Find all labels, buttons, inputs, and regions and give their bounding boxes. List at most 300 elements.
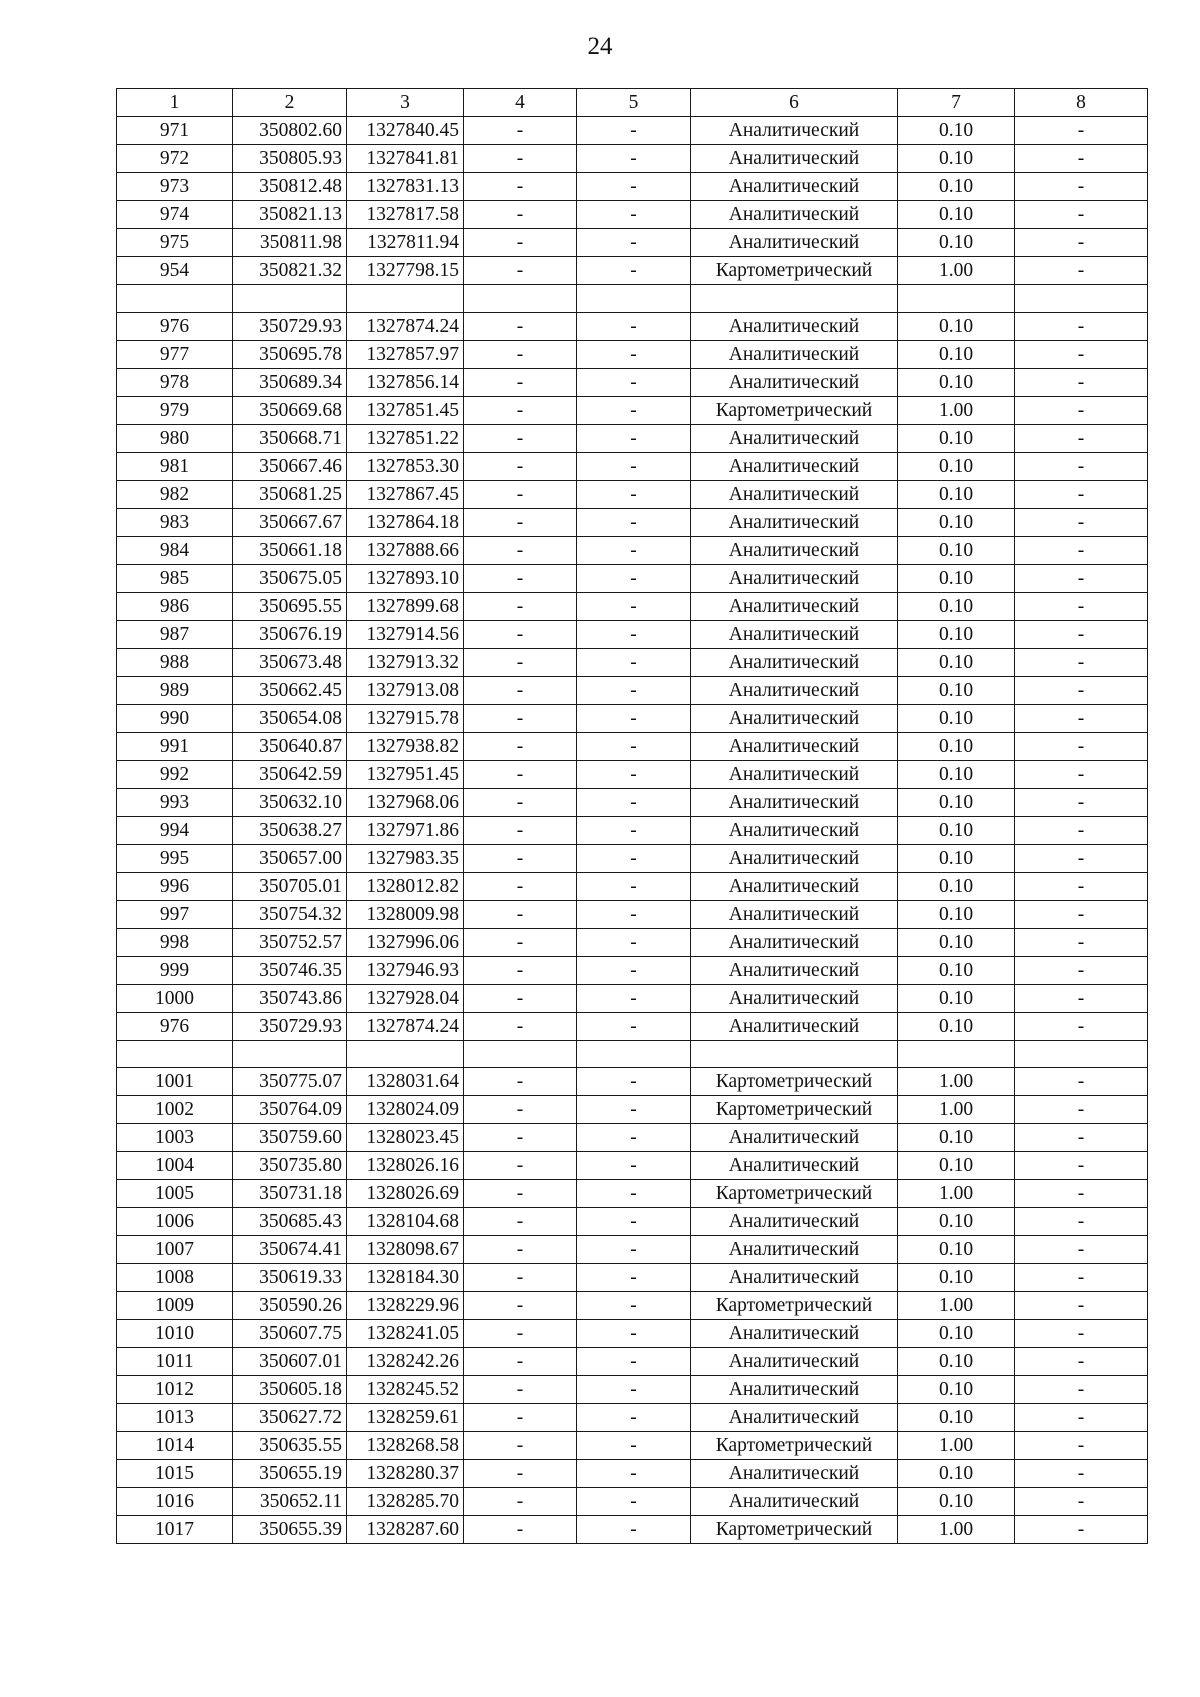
cell-column-4: -: [464, 1460, 577, 1488]
cell-y-coordinate: 1327983.35: [347, 844, 464, 872]
cell-y-coordinate: 1327798.15: [347, 257, 464, 285]
cell-column-5: [577, 1040, 691, 1068]
cell-method: Аналитический: [691, 1376, 898, 1404]
cell-accuracy: 0.10: [898, 1460, 1015, 1488]
cell-method: Аналитический: [691, 480, 898, 508]
table-row: [117, 788, 1148, 816]
cell-column-4: -: [464, 872, 577, 900]
table-row: [117, 900, 1148, 928]
cell-y-coordinate: 1328287.60: [347, 1516, 464, 1544]
cell-method: Картометрический: [691, 396, 898, 424]
cell-method: Аналитический: [691, 816, 898, 844]
cell-column-5: [577, 285, 691, 313]
cell-y-coordinate: 1328285.70: [347, 1488, 464, 1516]
cell-y-coordinate: 1328259.61: [347, 1404, 464, 1432]
cell-point-number: 954: [117, 257, 233, 285]
cell-y-coordinate: 1327899.68: [347, 592, 464, 620]
table-row: [117, 257, 1148, 285]
cell-x-coordinate: 350754.32: [233, 900, 347, 928]
table-row: [117, 1320, 1148, 1348]
cell-point-number: 979: [117, 396, 233, 424]
cell-column-4: -: [464, 312, 577, 340]
cell-column-8: -: [1015, 1488, 1148, 1516]
cell-accuracy: 0.10: [898, 676, 1015, 704]
cell-accuracy: 0.10: [898, 452, 1015, 480]
cell-method: Аналитический: [691, 145, 898, 173]
table-row: [117, 1516, 1148, 1544]
cell-column-5: -: [577, 145, 691, 173]
cell-accuracy: 0.10: [898, 1152, 1015, 1180]
cell-accuracy: 1.00: [898, 1292, 1015, 1320]
cell-column-8: -: [1015, 1348, 1148, 1376]
cell-x-coordinate: 350607.75: [233, 1320, 347, 1348]
cell-x-coordinate: [233, 285, 347, 313]
cell-y-coordinate: 1327851.22: [347, 424, 464, 452]
table-row: [117, 1292, 1148, 1320]
cell-column-5: -: [577, 620, 691, 648]
cell-accuracy: [898, 285, 1015, 313]
table-row: [117, 1488, 1148, 1516]
table-row: [117, 1236, 1148, 1264]
cell-point-number: 984: [117, 536, 233, 564]
cell-accuracy: 0.10: [898, 1488, 1015, 1516]
cell-column-8: -: [1015, 1516, 1148, 1544]
cell-point-number: 985: [117, 564, 233, 592]
cell-point-number: 1011: [117, 1348, 233, 1376]
cell-column-5: -: [577, 760, 691, 788]
cell-accuracy: 0.10: [898, 592, 1015, 620]
cell-y-coordinate: 1327857.97: [347, 340, 464, 368]
cell-column-5: -: [577, 424, 691, 452]
cell-accuracy: 0.10: [898, 704, 1015, 732]
cell-column-8: -: [1015, 928, 1148, 956]
cell-x-coordinate: 350657.00: [233, 844, 347, 872]
cell-column-8: -: [1015, 312, 1148, 340]
cell-point-number: 1000: [117, 984, 233, 1012]
cell-y-coordinate: 1327841.81: [347, 145, 464, 173]
cell-y-coordinate: 1328184.30: [347, 1264, 464, 1292]
table-row: [117, 732, 1148, 760]
cell-accuracy: 0.10: [898, 900, 1015, 928]
cell-column-8: -: [1015, 368, 1148, 396]
cell-column-4: -: [464, 340, 577, 368]
cell-column-5: -: [577, 1488, 691, 1516]
cell-method: Аналитический: [691, 201, 898, 229]
cell-column-8: -: [1015, 788, 1148, 816]
cell-x-coordinate: 350746.35: [233, 956, 347, 984]
cell-y-coordinate: 1327811.94: [347, 229, 464, 257]
cell-column-5: -: [577, 1376, 691, 1404]
cell-column-8: -: [1015, 1012, 1148, 1040]
cell-column-5: -: [577, 1236, 691, 1264]
table-row: [117, 1208, 1148, 1236]
cell-method: Аналитический: [691, 676, 898, 704]
cell-x-coordinate: 350805.93: [233, 145, 347, 173]
cell-column-5: -: [577, 704, 691, 732]
cell-point-number: 998: [117, 928, 233, 956]
cell-x-coordinate: 350667.67: [233, 508, 347, 536]
cell-x-coordinate: 350619.33: [233, 1264, 347, 1292]
cell-accuracy: [898, 1040, 1015, 1068]
cell-column-4: -: [464, 1180, 577, 1208]
cell-column-4: -: [464, 1348, 577, 1376]
cell-point-number: 1012: [117, 1376, 233, 1404]
cell-y-coordinate: 1327888.66: [347, 536, 464, 564]
cell-method: Аналитический: [691, 928, 898, 956]
cell-column-4: -: [464, 1404, 577, 1432]
cell-column-8: [1015, 285, 1148, 313]
cell-column-8: -: [1015, 1264, 1148, 1292]
cell-accuracy: 0.10: [898, 620, 1015, 648]
cell-point-number: 992: [117, 760, 233, 788]
cell-y-coordinate: 1327840.45: [347, 117, 464, 145]
cell-column-4: -: [464, 1516, 577, 1544]
cell-method: Аналитический: [691, 564, 898, 592]
cell-method: Аналитический: [691, 592, 898, 620]
cell-column-8: -: [1015, 984, 1148, 1012]
cell-accuracy: 0.10: [898, 648, 1015, 676]
cell-method: Аналитический: [691, 1152, 898, 1180]
cell-column-4: -: [464, 145, 577, 173]
cell-accuracy: 1.00: [898, 257, 1015, 285]
cell-column-5: -: [577, 117, 691, 145]
cell-point-number: 1009: [117, 1292, 233, 1320]
cell-method: Аналитический: [691, 1320, 898, 1348]
table-row: [117, 620, 1148, 648]
cell-y-coordinate: 1327867.45: [347, 480, 464, 508]
cell-column-8: -: [1015, 1404, 1148, 1432]
cell-column-4: -: [464, 1012, 577, 1040]
header-row: [117, 89, 1148, 117]
cell-y-coordinate: 1327928.04: [347, 984, 464, 1012]
cell-x-coordinate: 350642.59: [233, 760, 347, 788]
cell-x-coordinate: 350655.19: [233, 1460, 347, 1488]
cell-column-5: -: [577, 1292, 691, 1320]
cell-column-5: -: [577, 1432, 691, 1460]
cell-x-coordinate: 350812.48: [233, 173, 347, 201]
header-cell-8: 8: [1015, 89, 1148, 117]
cell-x-coordinate: 350605.18: [233, 1376, 347, 1404]
cell-point-number: 973: [117, 173, 233, 201]
cell-y-coordinate: 1328026.16: [347, 1152, 464, 1180]
cell-column-5: -: [577, 928, 691, 956]
cell-point-number: 1005: [117, 1180, 233, 1208]
cell-x-coordinate: 350802.60: [233, 117, 347, 145]
table-row: [117, 340, 1148, 368]
cell-method: [691, 285, 898, 313]
table-row: [117, 396, 1148, 424]
cell-column-5: -: [577, 1264, 691, 1292]
cell-accuracy: 0.10: [898, 732, 1015, 760]
cell-method: Аналитический: [691, 956, 898, 984]
cell-column-4: -: [464, 1264, 577, 1292]
cell-point-number: 1013: [117, 1404, 233, 1432]
cell-y-coordinate: 1328229.96: [347, 1292, 464, 1320]
cell-x-coordinate: 350632.10: [233, 788, 347, 816]
cell-column-5: -: [577, 900, 691, 928]
cell-column-5: -: [577, 1152, 691, 1180]
cell-y-coordinate: 1327968.06: [347, 788, 464, 816]
cell-method: Аналитический: [691, 229, 898, 257]
cell-accuracy: 1.00: [898, 396, 1015, 424]
cell-point-number: 971: [117, 117, 233, 145]
table-row: [117, 1152, 1148, 1180]
table-row: [117, 1376, 1148, 1404]
cell-x-coordinate: 350764.09: [233, 1096, 347, 1124]
cell-column-5: -: [577, 872, 691, 900]
cell-y-coordinate: 1328031.64: [347, 1068, 464, 1096]
cell-x-coordinate: 350685.43: [233, 1208, 347, 1236]
cell-column-4: -: [464, 1292, 577, 1320]
cell-column-5: -: [577, 1460, 691, 1488]
cell-column-5: -: [577, 956, 691, 984]
cell-accuracy: 0.10: [898, 1012, 1015, 1040]
cell-point-number: 1007: [117, 1236, 233, 1264]
cell-x-coordinate: 350668.71: [233, 424, 347, 452]
cell-method: Аналитический: [691, 1264, 898, 1292]
cell-point-number: 1002: [117, 1096, 233, 1124]
cell-method: Аналитический: [691, 872, 898, 900]
cell-column-8: [1015, 1040, 1148, 1068]
cell-accuracy: 0.10: [898, 1208, 1015, 1236]
cell-point-number: 978: [117, 368, 233, 396]
table-row: [117, 1068, 1148, 1096]
cell-column-4: -: [464, 452, 577, 480]
cell-column-8: -: [1015, 1152, 1148, 1180]
table-row: [117, 816, 1148, 844]
table-row: [117, 1096, 1148, 1124]
cell-x-coordinate: 350821.32: [233, 257, 347, 285]
cell-column-8: -: [1015, 145, 1148, 173]
cell-method: Аналитический: [691, 788, 898, 816]
cell-column-4: -: [464, 536, 577, 564]
cell-accuracy: 0.10: [898, 928, 1015, 956]
cell-accuracy: 0.10: [898, 1404, 1015, 1432]
cell-column-8: -: [1015, 536, 1148, 564]
cell-x-coordinate: 350654.08: [233, 704, 347, 732]
table-row: [117, 648, 1148, 676]
cell-accuracy: 0.10: [898, 844, 1015, 872]
cell-method: Картометрический: [691, 1516, 898, 1544]
cell-accuracy: 0.10: [898, 872, 1015, 900]
cell-method: Аналитический: [691, 173, 898, 201]
cell-column-4: -: [464, 1376, 577, 1404]
cell-point-number: 1004: [117, 1152, 233, 1180]
cell-method: Аналитический: [691, 704, 898, 732]
cell-point-number: 981: [117, 452, 233, 480]
cell-y-coordinate: 1327817.58: [347, 201, 464, 229]
cell-column-8: -: [1015, 229, 1148, 257]
cell-column-5: -: [577, 816, 691, 844]
cell-method: Аналитический: [691, 312, 898, 340]
cell-y-coordinate: 1328012.82: [347, 872, 464, 900]
cell-x-coordinate: 350675.05: [233, 564, 347, 592]
cell-accuracy: 0.10: [898, 508, 1015, 536]
cell-point-number: 995: [117, 844, 233, 872]
cell-column-4: -: [464, 480, 577, 508]
cell-x-coordinate: 350590.26: [233, 1292, 347, 1320]
cell-accuracy: 0.10: [898, 956, 1015, 984]
table-row: [117, 872, 1148, 900]
cell-point-number: 1014: [117, 1432, 233, 1460]
cell-column-5: -: [577, 201, 691, 229]
cell-method: Аналитический: [691, 760, 898, 788]
cell-column-8: -: [1015, 1460, 1148, 1488]
cell-y-coordinate: 1327831.13: [347, 173, 464, 201]
cell-column-5: -: [577, 564, 691, 592]
cell-accuracy: 0.10: [898, 1320, 1015, 1348]
cell-x-coordinate: 350627.72: [233, 1404, 347, 1432]
table-row: [117, 312, 1148, 340]
cell-accuracy: 0.10: [898, 1124, 1015, 1152]
cell-column-8: -: [1015, 872, 1148, 900]
cell-column-8: -: [1015, 704, 1148, 732]
cell-method: Аналитический: [691, 900, 898, 928]
cell-column-5: -: [577, 229, 691, 257]
cell-accuracy: 0.10: [898, 145, 1015, 173]
cell-accuracy: 0.10: [898, 984, 1015, 1012]
cell-x-coordinate: 350667.46: [233, 452, 347, 480]
table-row: [117, 285, 1148, 313]
cell-column-8: -: [1015, 620, 1148, 648]
cell-x-coordinate: 350695.55: [233, 592, 347, 620]
header-cell-5: 5: [577, 89, 691, 117]
cell-y-coordinate: 1327874.24: [347, 312, 464, 340]
cell-x-coordinate: 350640.87: [233, 732, 347, 760]
cell-column-4: -: [464, 1152, 577, 1180]
cell-column-4: -: [464, 1432, 577, 1460]
cell-column-5: -: [577, 340, 691, 368]
cell-accuracy: 0.10: [898, 1236, 1015, 1264]
cell-y-coordinate: 1327996.06: [347, 928, 464, 956]
cell-point-number: 989: [117, 676, 233, 704]
cell-method: Аналитический: [691, 424, 898, 452]
cell-point-number: 997: [117, 900, 233, 928]
cell-method: Аналитический: [691, 844, 898, 872]
cell-column-8: -: [1015, 452, 1148, 480]
cell-column-4: -: [464, 508, 577, 536]
cell-accuracy: 0.10: [898, 173, 1015, 201]
cell-column-8: -: [1015, 173, 1148, 201]
cell-method: Картометрический: [691, 1068, 898, 1096]
cell-column-5: -: [577, 1348, 691, 1376]
cell-column-8: -: [1015, 1180, 1148, 1208]
cell-point-number: 974: [117, 201, 233, 229]
table-row: [117, 844, 1148, 872]
cell-column-4: -: [464, 173, 577, 201]
cell-column-8: -: [1015, 676, 1148, 704]
cell-accuracy: 0.10: [898, 816, 1015, 844]
cell-column-4: -: [464, 984, 577, 1012]
cell-column-4: -: [464, 620, 577, 648]
cell-column-8: -: [1015, 340, 1148, 368]
cell-column-4: -: [464, 257, 577, 285]
cell-accuracy: 0.10: [898, 229, 1015, 257]
cell-method: Аналитический: [691, 452, 898, 480]
cell-x-coordinate: 350735.80: [233, 1152, 347, 1180]
table-row: [117, 201, 1148, 229]
cell-column-5: -: [577, 173, 691, 201]
cell-point-number: 996: [117, 872, 233, 900]
cell-point-number: 1003: [117, 1124, 233, 1152]
cell-column-4: [464, 1040, 577, 1068]
cell-y-coordinate: 1327856.14: [347, 368, 464, 396]
cell-point-number: [117, 285, 233, 313]
cell-method: Аналитический: [691, 1208, 898, 1236]
table-row: [117, 760, 1148, 788]
cell-column-4: -: [464, 1320, 577, 1348]
cell-x-coordinate: 350662.45: [233, 676, 347, 704]
cell-column-8: -: [1015, 117, 1148, 145]
cell-column-8: -: [1015, 1124, 1148, 1152]
cell-method: Картометрический: [691, 1096, 898, 1124]
cell-accuracy: 0.10: [898, 760, 1015, 788]
cell-column-4: -: [464, 201, 577, 229]
cell-column-5: -: [577, 536, 691, 564]
table-row: [117, 1264, 1148, 1292]
cell-accuracy: 0.10: [898, 424, 1015, 452]
cell-column-8: -: [1015, 396, 1148, 424]
cell-y-coordinate: 1327915.78: [347, 704, 464, 732]
table-body: [117, 89, 1148, 1544]
table-row: [117, 592, 1148, 620]
table-row: [117, 1124, 1148, 1152]
table-row: [117, 704, 1148, 732]
cell-y-coordinate: 1327971.86: [347, 816, 464, 844]
cell-point-number: 1017: [117, 1516, 233, 1544]
cell-x-coordinate: 350775.07: [233, 1068, 347, 1096]
cell-point-number: 988: [117, 648, 233, 676]
cell-x-coordinate: 350635.55: [233, 1432, 347, 1460]
cell-x-coordinate: [233, 1040, 347, 1068]
table-row: [117, 1432, 1148, 1460]
cell-column-4: -: [464, 564, 577, 592]
cell-method: Картометрический: [691, 1180, 898, 1208]
cell-y-coordinate: 1327851.45: [347, 396, 464, 424]
cell-accuracy: 0.10: [898, 340, 1015, 368]
cell-accuracy: 0.10: [898, 536, 1015, 564]
table-row: [117, 452, 1148, 480]
cell-column-8: -: [1015, 760, 1148, 788]
cell-point-number: [117, 1040, 233, 1068]
cell-column-8: -: [1015, 956, 1148, 984]
cell-accuracy: 1.00: [898, 1180, 1015, 1208]
cell-column-4: -: [464, 1124, 577, 1152]
cell-method: Аналитический: [691, 1488, 898, 1516]
cell-method: Аналитический: [691, 1124, 898, 1152]
cell-column-8: -: [1015, 1432, 1148, 1460]
cell-method: Аналитический: [691, 117, 898, 145]
cell-column-8: -: [1015, 1320, 1148, 1348]
table-row: [117, 536, 1148, 564]
cell-column-8: -: [1015, 1068, 1148, 1096]
cell-column-8: -: [1015, 732, 1148, 760]
cell-column-4: -: [464, 844, 577, 872]
cell-column-4: -: [464, 1096, 577, 1124]
cell-point-number: 976: [117, 312, 233, 340]
cell-y-coordinate: 1327914.56: [347, 620, 464, 648]
cell-method: Аналитический: [691, 340, 898, 368]
cell-column-5: -: [577, 676, 691, 704]
cell-y-coordinate: [347, 285, 464, 313]
table-row: [117, 480, 1148, 508]
cell-x-coordinate: 350729.93: [233, 312, 347, 340]
cell-method: Аналитический: [691, 732, 898, 760]
cell-y-coordinate: 1327874.24: [347, 1012, 464, 1040]
cell-x-coordinate: 350673.48: [233, 648, 347, 676]
cell-column-5: -: [577, 396, 691, 424]
cell-y-coordinate: 1327951.45: [347, 760, 464, 788]
